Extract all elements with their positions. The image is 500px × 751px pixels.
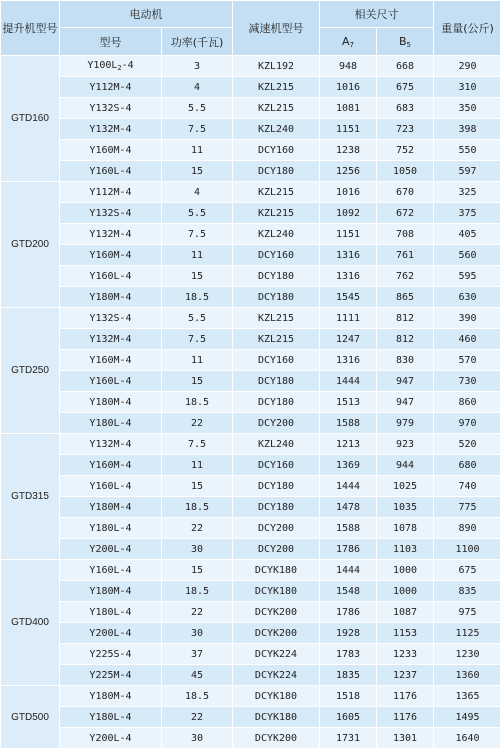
weight-cell: 1100 [434, 539, 500, 559]
motor-model-cell: Y132M-4 [60, 329, 161, 349]
header-weight: 重量(公斤) [434, 1, 500, 55]
table-row [1, 707, 500, 727]
dim-b5-cell: 830 [377, 350, 433, 370]
table-row [1, 224, 500, 244]
motor-model-cell: $Y100L_2-4$ [60, 56, 161, 76]
motor-model-cell: Y112M-4 [60, 182, 161, 202]
power-cell: 15 [162, 161, 232, 181]
power-cell: 30 [162, 539, 232, 559]
table-row [1, 266, 500, 286]
dim-a7-cell: 1016 [320, 182, 376, 202]
weight-cell: 350 [434, 98, 500, 118]
reducer-model-cell: KZL215 [233, 203, 319, 223]
dim-b5-cell: 1237 [377, 665, 433, 685]
reducer-model-cell: DCY180 [233, 497, 319, 517]
reducer-model-cell: DCYK200 [233, 602, 319, 622]
dim-a7-cell: 1016 [320, 77, 376, 97]
motor-model-cell: Y160L-4 [60, 161, 161, 181]
dim-b5-cell: 675 [377, 77, 433, 97]
motor-model-cell: Y200L-4 [60, 623, 161, 643]
dim-a7-cell: 1783 [320, 644, 376, 664]
weight-cell: 597 [434, 161, 500, 181]
table-row [1, 371, 500, 391]
weight-cell: 775 [434, 497, 500, 517]
reducer-model-cell: DCY180 [233, 392, 319, 412]
motor-model-cell: Y200L-4 [60, 539, 161, 559]
motor-model-cell: Y132M-4 [60, 119, 161, 139]
power-cell: 11 [162, 245, 232, 265]
table-row [1, 728, 500, 748]
table-row [1, 539, 500, 559]
reducer-model-cell: KZL240 [233, 119, 319, 139]
weight-cell: 1640 [434, 728, 500, 748]
dim-a7-cell: 1369 [320, 455, 376, 475]
motor-model-cell: Y225S-4 [60, 644, 161, 664]
weight-cell: 675 [434, 560, 500, 580]
reducer-model-cell: DCYK200 [233, 623, 319, 643]
reducer-model-cell: DCYK180 [233, 707, 319, 727]
reducer-model-cell: DCY180 [233, 287, 319, 307]
table-row [1, 392, 500, 412]
reducer-model-cell: DCYK200 [233, 728, 319, 748]
dim-b5-cell: 761 [377, 245, 433, 265]
motor-model-cell: Y160L-4 [60, 266, 161, 286]
dim-b5-cell: 812 [377, 329, 433, 349]
weight-cell: 550 [434, 140, 500, 160]
weight-cell: 835 [434, 581, 500, 601]
dim-a7-cell: 1316 [320, 350, 376, 370]
power-cell: 4 [162, 182, 232, 202]
dim-a7-cell: 1238 [320, 140, 376, 160]
dim-b5-cell: 672 [377, 203, 433, 223]
table-body [1, 56, 500, 748]
weight-cell: 1125 [434, 623, 500, 643]
table-row [1, 476, 500, 496]
power-cell: 45 [162, 665, 232, 685]
weight-cell: 398 [434, 119, 500, 139]
header-dim-a7: $A_7$ [320, 28, 376, 55]
power-cell: 11 [162, 455, 232, 475]
dim-b5-cell: 947 [377, 371, 433, 391]
power-cell: 22 [162, 707, 232, 727]
dim-a7-cell: 1444 [320, 560, 376, 580]
power-cell: 22 [162, 518, 232, 538]
dim-b5-cell: 708 [377, 224, 433, 244]
motor-model-cell: Y180M-4 [60, 287, 161, 307]
motor-model-cell: Y180M-4 [60, 392, 161, 412]
dim-a7-cell: 1545 [320, 287, 376, 307]
hoist-model-cell: GTD400 [1, 560, 59, 685]
power-cell: 18.5 [162, 392, 232, 412]
table-row [1, 161, 500, 181]
dim-b5-cell: 683 [377, 98, 433, 118]
motor-model-cell: Y132S-4 [60, 308, 161, 328]
power-cell: 7.5 [162, 434, 232, 454]
table-row [1, 497, 500, 517]
dim-a7-cell: 1731 [320, 728, 376, 748]
header-dim-b5: $B_5$ [377, 28, 433, 55]
power-cell: 18.5 [162, 686, 232, 706]
reducer-model-cell: KZL215 [233, 77, 319, 97]
table-row [1, 245, 500, 265]
power-cell: 15 [162, 266, 232, 286]
reducer-model-cell: DCY160 [233, 350, 319, 370]
weight-cell: 570 [434, 350, 500, 370]
dim-a7-cell: 1786 [320, 539, 376, 559]
dim-b5-cell: 1035 [377, 497, 433, 517]
weight-cell: 860 [434, 392, 500, 412]
power-cell: 22 [162, 413, 232, 433]
reducer-model-cell: KZL240 [233, 434, 319, 454]
reducer-model-cell: KZL215 [233, 182, 319, 202]
power-cell: 18.5 [162, 287, 232, 307]
motor-model-cell: Y200L-4 [60, 728, 161, 748]
table-row [1, 140, 500, 160]
weight-cell: 975 [434, 602, 500, 622]
table-row [1, 287, 500, 307]
dim-a7-cell: 1444 [320, 371, 376, 391]
motor-model-cell: Y180L-4 [60, 413, 161, 433]
table-row [1, 329, 500, 349]
dim-a7-cell: 1256 [320, 161, 376, 181]
weight-cell: 520 [434, 434, 500, 454]
header-motor-model: 型号 [60, 28, 161, 55]
reducer-model-cell: DCY160 [233, 245, 319, 265]
weight-cell: 1365 [434, 686, 500, 706]
dim-b5-cell: 812 [377, 308, 433, 328]
dim-b5-cell: 1153 [377, 623, 433, 643]
motor-model-cell: Y160M-4 [60, 140, 161, 160]
power-cell: 18.5 [162, 581, 232, 601]
table-row [1, 56, 500, 76]
dim-b5-cell: 1078 [377, 518, 433, 538]
dim-b5-cell: 670 [377, 182, 433, 202]
dim-a7-cell: 1316 [320, 245, 376, 265]
motor-model-cell: Y160L-4 [60, 371, 161, 391]
reducer-model-cell: DCYK180 [233, 686, 319, 706]
dim-b5-cell: 1103 [377, 539, 433, 559]
reducer-model-cell: DCYK224 [233, 644, 319, 664]
reducer-model-cell: DCYK224 [233, 665, 319, 685]
dim-a7-cell: 1513 [320, 392, 376, 412]
power-cell: 15 [162, 476, 232, 496]
power-cell: 22 [162, 602, 232, 622]
dim-a7-cell: 1213 [320, 434, 376, 454]
weight-cell: 740 [434, 476, 500, 496]
dim-a7-cell: 1444 [320, 476, 376, 496]
reducer-model-cell: DCY180 [233, 161, 319, 181]
table-row [1, 203, 500, 223]
power-cell: 11 [162, 140, 232, 160]
power-cell: 15 [162, 560, 232, 580]
hoist-model-cell: GTD500 [1, 686, 59, 748]
dim-b5-cell: 944 [377, 455, 433, 475]
dim-b5-cell: 1087 [377, 602, 433, 622]
dim-b5-cell: 947 [377, 392, 433, 412]
table-row [1, 665, 500, 685]
reducer-model-cell: KZL215 [233, 329, 319, 349]
dim-b5-cell: 1233 [377, 644, 433, 664]
dim-b5-cell: 1176 [377, 707, 433, 727]
table-row [1, 581, 500, 601]
hoist-model-cell: GTD250 [1, 308, 59, 433]
reducer-model-cell: DCY200 [233, 539, 319, 559]
hoist-model-cell: GTD160 [1, 56, 59, 181]
table-row [1, 560, 500, 580]
power-cell: 5.5 [162, 98, 232, 118]
weight-cell: 310 [434, 77, 500, 97]
dim-a7-cell: 1151 [320, 119, 376, 139]
dim-b5-cell: 923 [377, 434, 433, 454]
weight-cell: 630 [434, 287, 500, 307]
table-row [1, 644, 500, 664]
reducer-model-cell: DCY180 [233, 266, 319, 286]
dim-a7-cell: 948 [320, 56, 376, 76]
dim-b5-cell: 1176 [377, 686, 433, 706]
dim-b5-cell: 723 [377, 119, 433, 139]
power-cell: 30 [162, 728, 232, 748]
dim-a7-cell: 1316 [320, 266, 376, 286]
weight-cell: 680 [434, 455, 500, 475]
dim-a7-cell: 1786 [320, 602, 376, 622]
reducer-model-cell: DCY180 [233, 476, 319, 496]
weight-cell: 890 [434, 518, 500, 538]
motor-model-cell: Y180M-4 [60, 581, 161, 601]
dim-a7-cell: 1835 [320, 665, 376, 685]
table-header [1, 1, 500, 55]
motor-model-cell: Y180L-4 [60, 518, 161, 538]
motor-model-cell: Y132S-4 [60, 203, 161, 223]
dim-a7-cell: 1092 [320, 203, 376, 223]
hoist-model-cell: GTD200 [1, 182, 59, 307]
power-cell: 18.5 [162, 497, 232, 517]
motor-model-cell: Y180L-4 [60, 602, 161, 622]
dim-a7-cell: 1518 [320, 686, 376, 706]
reducer-model-cell: DCYK180 [233, 581, 319, 601]
table-row [1, 623, 500, 643]
dim-a7-cell: 1605 [320, 707, 376, 727]
dim-b5-cell: 1000 [377, 560, 433, 580]
power-cell: 4 [162, 77, 232, 97]
table-row [1, 686, 500, 706]
dim-b5-cell: 1301 [377, 728, 433, 748]
motor-model-cell: Y225M-4 [60, 665, 161, 685]
reducer-model-cell: DCY180 [233, 371, 319, 391]
power-cell: 15 [162, 371, 232, 391]
reducer-model-cell: KZL215 [233, 308, 319, 328]
motor-model-cell: Y112M-4 [60, 77, 161, 97]
dim-a7-cell: 1151 [320, 224, 376, 244]
weight-cell: 1495 [434, 707, 500, 727]
power-cell: 3 [162, 56, 232, 76]
weight-cell: 560 [434, 245, 500, 265]
weight-cell: 375 [434, 203, 500, 223]
weight-cell: 730 [434, 371, 500, 391]
table-row [1, 77, 500, 97]
table-row [1, 518, 500, 538]
dim-a7-cell: 1111 [320, 308, 376, 328]
reducer-model-cell: DCY200 [233, 413, 319, 433]
weight-cell: 460 [434, 329, 500, 349]
power-cell: 11 [162, 350, 232, 370]
reducer-model-cell: DCY160 [233, 140, 319, 160]
dim-b5-cell: 1050 [377, 161, 433, 181]
dim-b5-cell: 1025 [377, 476, 433, 496]
weight-cell: 325 [434, 182, 500, 202]
motor-model-cell: Y160M-4 [60, 245, 161, 265]
table-row [1, 119, 500, 139]
reducer-model-cell: DCYK180 [233, 560, 319, 580]
header-motor: 电动机 [60, 1, 232, 27]
table-row [1, 602, 500, 622]
hoist-model-cell: GTD315 [1, 434, 59, 559]
dim-b5-cell: 1000 [377, 581, 433, 601]
weight-cell: 290 [434, 56, 500, 76]
dim-a7-cell: 1548 [320, 581, 376, 601]
motor-model-cell: Y180M-4 [60, 497, 161, 517]
power-cell: 5.5 [162, 203, 232, 223]
reducer-model-cell: KZL192 [233, 56, 319, 76]
motor-model-cell: Y180L-4 [60, 707, 161, 727]
table-row [1, 182, 500, 202]
header-hoist-model: 提升机型号 [1, 1, 59, 55]
power-cell: 7.5 [162, 224, 232, 244]
dim-a7-cell: 1588 [320, 518, 376, 538]
table-row [1, 308, 500, 328]
table-row [1, 350, 500, 370]
header-power: 功率(千瓦) [162, 28, 232, 55]
motor-model-cell: Y160L-4 [60, 560, 161, 580]
weight-cell: 1230 [434, 644, 500, 664]
motor-model-cell: Y160L-4 [60, 476, 161, 496]
table-row [1, 455, 500, 475]
power-cell: 7.5 [162, 329, 232, 349]
power-cell: 7.5 [162, 119, 232, 139]
power-cell: 30 [162, 623, 232, 643]
dim-a7-cell: 1081 [320, 98, 376, 118]
header-dimensions: 相关尺寸 [320, 1, 433, 27]
motor-model-cell: Y132S-4 [60, 98, 161, 118]
weight-cell: 405 [434, 224, 500, 244]
motor-model-cell: Y180M-4 [60, 686, 161, 706]
table-row [1, 413, 500, 433]
dim-b5-cell: 668 [377, 56, 433, 76]
header-reducer-model: 减速机型号 [233, 1, 319, 55]
dim-b5-cell: 865 [377, 287, 433, 307]
dim-b5-cell: 752 [377, 140, 433, 160]
reducer-model-cell: KZL215 [233, 98, 319, 118]
reducer-model-cell: DCY160 [233, 455, 319, 475]
dim-b5-cell: 979 [377, 413, 433, 433]
power-cell: 5.5 [162, 308, 232, 328]
table-row [1, 98, 500, 118]
weight-cell: 970 [434, 413, 500, 433]
motor-model-cell: Y160M-4 [60, 455, 161, 475]
weight-cell: 1360 [434, 665, 500, 685]
motor-model-cell: Y132M-4 [60, 224, 161, 244]
dim-a7-cell: 1928 [320, 623, 376, 643]
dim-a7-cell: 1588 [320, 413, 376, 433]
table-row [1, 434, 500, 454]
motor-model-cell: Y160M-4 [60, 350, 161, 370]
motor-model-cell: Y132M-4 [60, 434, 161, 454]
dim-a7-cell: 1478 [320, 497, 376, 517]
dim-b5-cell: 762 [377, 266, 433, 286]
weight-cell: 390 [434, 308, 500, 328]
reducer-model-cell: KZL240 [233, 224, 319, 244]
reducer-model-cell: DCY200 [233, 518, 319, 538]
weight-cell: 595 [434, 266, 500, 286]
dim-a7-cell: 1247 [320, 329, 376, 349]
power-cell: 37 [162, 644, 232, 664]
